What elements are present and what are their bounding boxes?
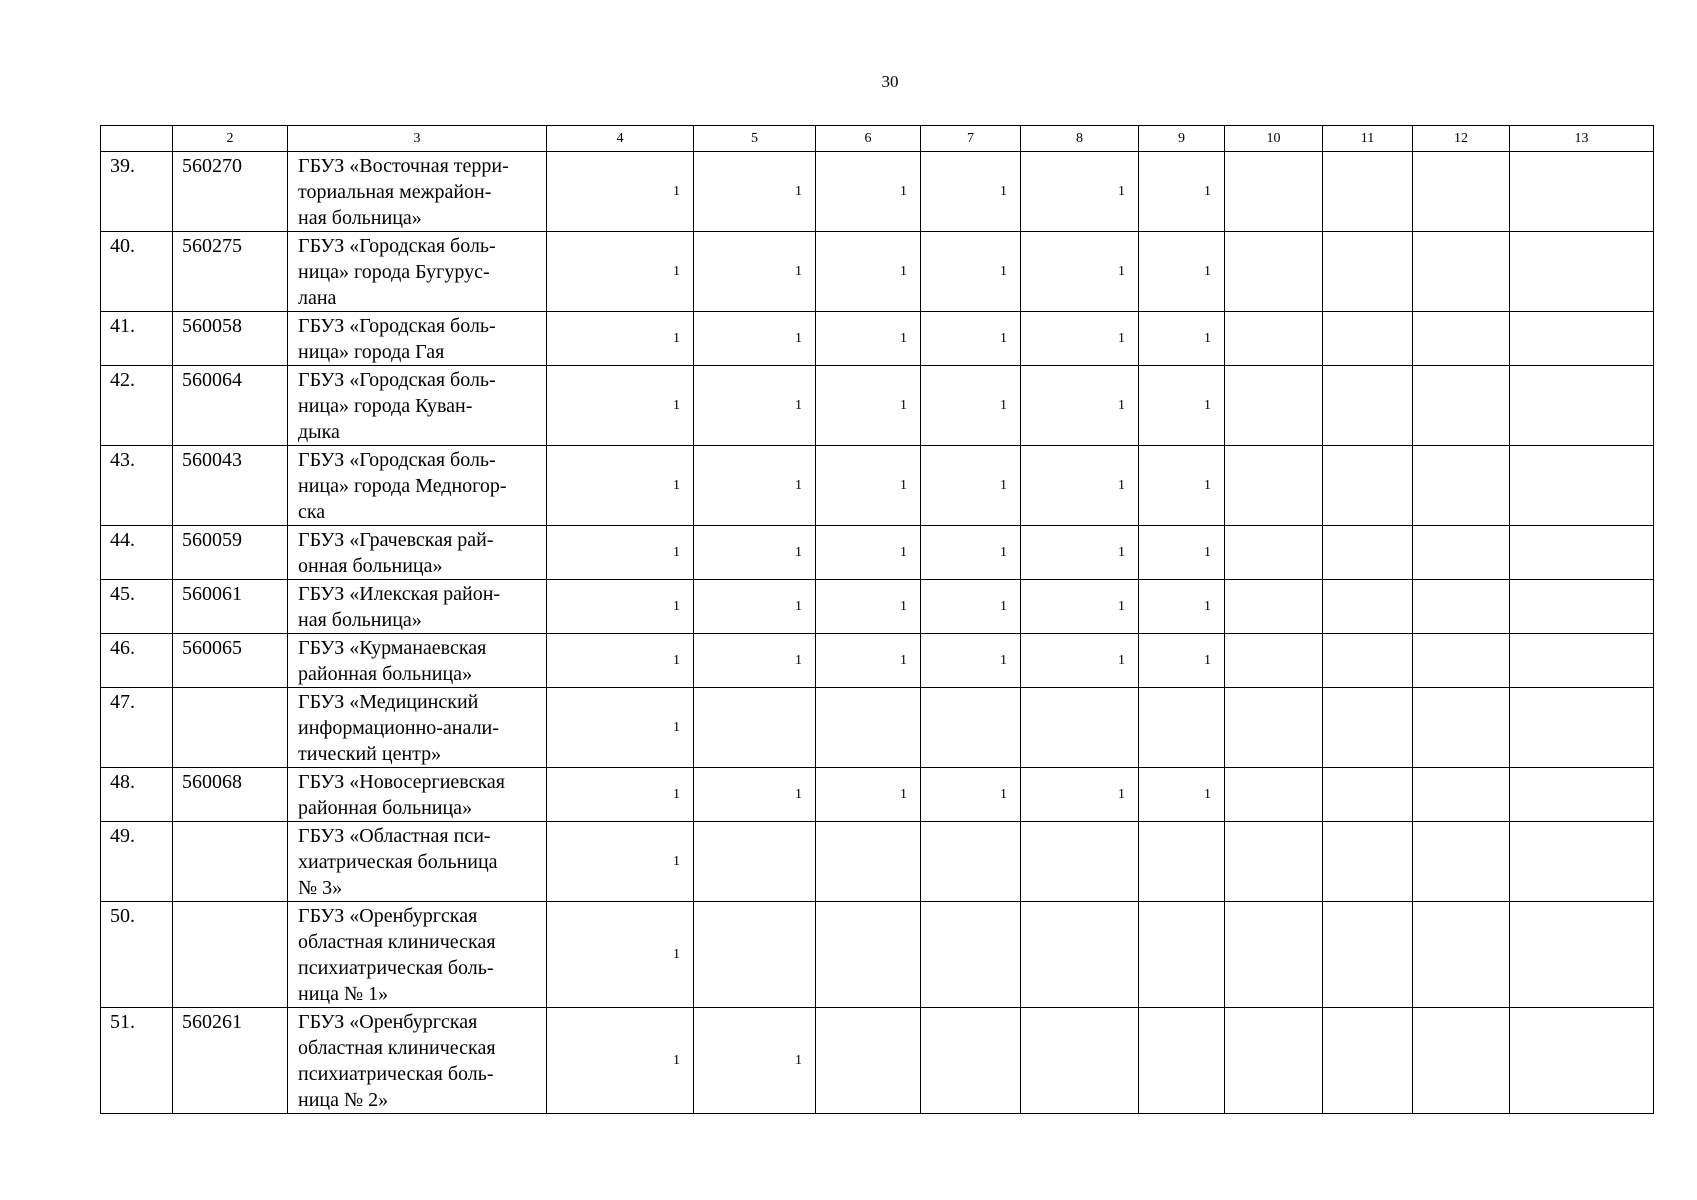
value-cell: 1 <box>694 232 816 312</box>
value-cell <box>1510 822 1654 902</box>
value-cell <box>1510 152 1654 232</box>
value-cell: 1 <box>1021 366 1139 446</box>
value-cell <box>1510 366 1654 446</box>
value-cell <box>694 688 816 768</box>
value-cell <box>1413 688 1510 768</box>
value-cell <box>1139 688 1225 768</box>
value-cell: 1 <box>694 768 816 822</box>
row-number: 45. <box>101 580 173 634</box>
value-cell: 1 <box>694 152 816 232</box>
organization-code: 560064 <box>173 366 288 446</box>
value-cell: 1 <box>1139 152 1225 232</box>
value-cell: 1 <box>547 446 694 526</box>
value-cell: 1 <box>1021 312 1139 366</box>
value-cell: 1 <box>1139 768 1225 822</box>
row-number: 50. <box>101 902 173 1008</box>
organization-code: 560043 <box>173 446 288 526</box>
value-cell <box>1323 822 1413 902</box>
value-cell <box>1510 634 1654 688</box>
value-cell <box>1323 446 1413 526</box>
organization-code: 560058 <box>173 312 288 366</box>
value-cell <box>1225 822 1323 902</box>
column-header: 6 <box>816 126 921 152</box>
value-cell <box>1413 634 1510 688</box>
value-cell <box>694 822 816 902</box>
value-cell <box>1510 580 1654 634</box>
value-cell: 1 <box>547 634 694 688</box>
row-number: 39. <box>101 152 173 232</box>
table-row <box>101 580 1654 634</box>
value-cell: 1 <box>816 580 921 634</box>
row-number: 49. <box>101 822 173 902</box>
value-cell <box>816 1008 921 1114</box>
table-row <box>101 312 1654 366</box>
value-cell <box>1510 446 1654 526</box>
value-cell <box>1510 312 1654 366</box>
value-cell: 1 <box>547 232 694 312</box>
value-cell <box>1225 768 1323 822</box>
table-row <box>101 446 1654 526</box>
table-row <box>101 152 1654 232</box>
value-cell <box>1323 634 1413 688</box>
organization-name: ГБУЗ «Новосергиевская районная больница» <box>288 768 547 822</box>
value-cell: 1 <box>816 366 921 446</box>
value-cell: 1 <box>694 634 816 688</box>
value-cell <box>1413 822 1510 902</box>
column-header: 9 <box>1139 126 1225 152</box>
column-header: 8 <box>1021 126 1139 152</box>
column-header: 13 <box>1510 126 1654 152</box>
table-row <box>101 1008 1654 1114</box>
value-cell: 1 <box>547 902 694 1008</box>
value-cell: 1 <box>816 526 921 580</box>
table-row <box>101 768 1654 822</box>
organization-name: ГБУЗ «Городская боль- ница» города Куван- дыка <box>288 366 547 446</box>
organization-code: 560068 <box>173 768 288 822</box>
value-cell <box>1413 580 1510 634</box>
value-cell <box>1323 232 1413 312</box>
value-cell: 1 <box>547 688 694 768</box>
value-cell: 1 <box>816 312 921 366</box>
value-cell <box>1413 1008 1510 1114</box>
value-cell: 1 <box>1021 634 1139 688</box>
column-header: 3 <box>288 126 547 152</box>
table-row <box>101 688 1654 768</box>
value-cell: 1 <box>921 152 1021 232</box>
row-number: 47. <box>101 688 173 768</box>
table-row <box>101 526 1654 580</box>
value-cell <box>1510 1008 1654 1114</box>
value-cell: 1 <box>816 446 921 526</box>
value-cell: 1 <box>547 526 694 580</box>
value-cell: 1 <box>816 232 921 312</box>
value-cell: 1 <box>547 152 694 232</box>
organization-name: ГБУЗ «Областная пси- хиатрическая больница № 3» <box>288 822 547 902</box>
value-cell <box>921 822 1021 902</box>
table-header <box>101 126 1654 152</box>
value-cell <box>921 1008 1021 1114</box>
organization-code: 560270 <box>173 152 288 232</box>
value-cell: 1 <box>1139 312 1225 366</box>
value-cell <box>816 902 921 1008</box>
value-cell <box>1021 688 1139 768</box>
value-cell <box>1323 366 1413 446</box>
value-cell: 1 <box>1021 232 1139 312</box>
value-cell: 1 <box>816 634 921 688</box>
table-row <box>101 902 1654 1008</box>
value-cell: 1 <box>694 526 816 580</box>
row-number: 46. <box>101 634 173 688</box>
value-cell: 1 <box>547 1008 694 1114</box>
value-cell: 1 <box>1021 580 1139 634</box>
value-cell <box>1413 366 1510 446</box>
value-cell <box>1225 902 1323 1008</box>
value-cell <box>1413 446 1510 526</box>
table-row <box>101 366 1654 446</box>
row-number: 41. <box>101 312 173 366</box>
value-cell <box>1413 152 1510 232</box>
organization-code: 560261 <box>173 1008 288 1114</box>
organization-name: ГБУЗ «Городская боль- ница» города Медногор- ска <box>288 446 547 526</box>
value-cell <box>1413 902 1510 1008</box>
value-cell <box>1323 152 1413 232</box>
value-cell: 1 <box>547 580 694 634</box>
value-cell <box>1323 688 1413 768</box>
value-cell <box>1225 446 1323 526</box>
table-row <box>101 822 1654 902</box>
value-cell <box>1021 1008 1139 1114</box>
value-cell <box>1139 1008 1225 1114</box>
value-cell <box>1413 526 1510 580</box>
value-cell <box>1139 822 1225 902</box>
column-header: 2 <box>173 126 288 152</box>
table-body <box>101 152 1654 1114</box>
value-cell: 1 <box>921 634 1021 688</box>
value-cell <box>1225 580 1323 634</box>
organization-code <box>173 902 288 1008</box>
value-cell: 1 <box>921 232 1021 312</box>
value-cell <box>1510 526 1654 580</box>
value-cell <box>1225 1008 1323 1114</box>
value-cell: 1 <box>547 822 694 902</box>
value-cell <box>1413 312 1510 366</box>
value-cell <box>1510 232 1654 312</box>
value-cell <box>1225 688 1323 768</box>
organization-code: 560061 <box>173 580 288 634</box>
organization-name: ГБУЗ «Оренбургская областная клиническая психиатрическая боль- ница № 2» <box>288 1008 547 1114</box>
value-cell: 1 <box>921 312 1021 366</box>
row-number: 48. <box>101 768 173 822</box>
value-cell: 1 <box>547 768 694 822</box>
column-header: 10 <box>1225 126 1323 152</box>
organization-name: ГБУЗ «Медицинский информационно-анали- тический центр» <box>288 688 547 768</box>
value-cell: 1 <box>1139 232 1225 312</box>
value-cell <box>1225 312 1323 366</box>
organization-name: ГБУЗ «Городская боль- ница» города Гая <box>288 312 547 366</box>
table-row <box>101 232 1654 312</box>
value-cell: 1 <box>694 312 816 366</box>
value-cell <box>1021 822 1139 902</box>
value-cell <box>1323 580 1413 634</box>
organization-name: ГБУЗ «Грачевская рай- онная больница» <box>288 526 547 580</box>
organization-code: 560065 <box>173 634 288 688</box>
column-header: 5 <box>694 126 816 152</box>
value-cell: 1 <box>921 446 1021 526</box>
row-number: 42. <box>101 366 173 446</box>
value-cell <box>1225 152 1323 232</box>
value-cell <box>1323 902 1413 1008</box>
row-number: 51. <box>101 1008 173 1114</box>
organization-code <box>173 688 288 768</box>
value-cell: 1 <box>1021 768 1139 822</box>
value-cell <box>1323 526 1413 580</box>
organization-name: ГБУЗ «Курманаевская районная больница» <box>288 634 547 688</box>
column-header: 7 <box>921 126 1021 152</box>
value-cell <box>921 688 1021 768</box>
data-table <box>100 125 1654 1114</box>
organization-code: 560275 <box>173 232 288 312</box>
value-cell: 1 <box>694 366 816 446</box>
value-cell: 1 <box>694 1008 816 1114</box>
value-cell: 1 <box>1139 634 1225 688</box>
value-cell <box>1225 366 1323 446</box>
value-cell <box>1510 688 1654 768</box>
value-cell: 1 <box>921 580 1021 634</box>
value-cell: 1 <box>694 446 816 526</box>
value-cell: 1 <box>547 366 694 446</box>
organization-name: ГБУЗ «Городская боль- ница» города Бугурус- лана <box>288 232 547 312</box>
value-cell <box>1413 232 1510 312</box>
value-cell <box>1139 902 1225 1008</box>
value-cell <box>816 822 921 902</box>
value-cell <box>1225 634 1323 688</box>
column-header <box>101 126 173 152</box>
value-cell <box>1413 768 1510 822</box>
header-row <box>101 126 1654 152</box>
value-cell <box>1323 768 1413 822</box>
value-cell <box>816 688 921 768</box>
column-header: 12 <box>1413 126 1510 152</box>
organization-code: 560059 <box>173 526 288 580</box>
value-cell <box>694 902 816 1008</box>
value-cell: 1 <box>547 312 694 366</box>
value-cell: 1 <box>1139 526 1225 580</box>
value-cell: 1 <box>1021 526 1139 580</box>
value-cell: 1 <box>816 152 921 232</box>
value-cell <box>1323 1008 1413 1114</box>
value-cell <box>1323 312 1413 366</box>
row-number: 43. <box>101 446 173 526</box>
value-cell: 1 <box>1139 446 1225 526</box>
value-cell: 1 <box>921 768 1021 822</box>
value-cell <box>1225 232 1323 312</box>
organization-code <box>173 822 288 902</box>
value-cell: 1 <box>921 366 1021 446</box>
value-cell: 1 <box>921 526 1021 580</box>
value-cell <box>1021 902 1139 1008</box>
value-cell: 1 <box>1021 446 1139 526</box>
page-number: 30 <box>881 72 899 91</box>
value-cell: 1 <box>1021 152 1139 232</box>
row-number: 40. <box>101 232 173 312</box>
organization-name: ГБУЗ «Восточная терри- ториальная межрайон- ная больница» <box>288 152 547 232</box>
value-cell: 1 <box>816 768 921 822</box>
row-number: 44. <box>101 526 173 580</box>
organization-name: ГБУЗ «Илекская район- ная больница» <box>288 580 547 634</box>
value-cell <box>1510 902 1654 1008</box>
column-header: 4 <box>547 126 694 152</box>
value-cell <box>1225 526 1323 580</box>
value-cell: 1 <box>694 580 816 634</box>
column-header: 11 <box>1323 126 1413 152</box>
value-cell <box>921 902 1021 1008</box>
organization-name: ГБУЗ «Оренбургская областная клиническая психиатрическая боль- ница № 1» <box>288 902 547 1008</box>
table-row <box>101 634 1654 688</box>
value-cell: 1 <box>1139 580 1225 634</box>
value-cell <box>1510 768 1654 822</box>
value-cell: 1 <box>1139 366 1225 446</box>
